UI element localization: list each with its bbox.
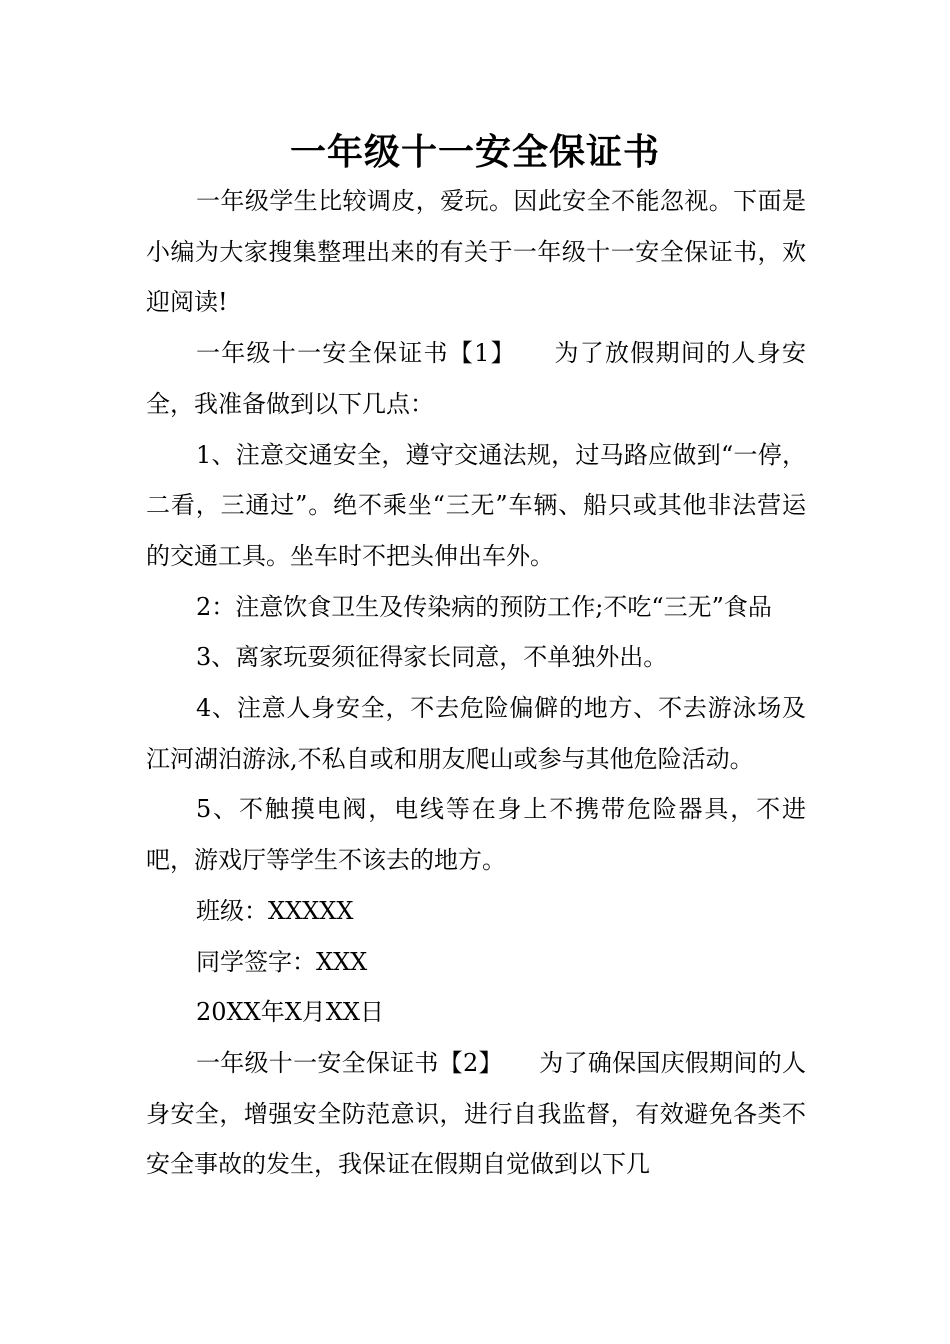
class-line: 班级：XXXXX <box>196 896 354 925</box>
rule-item-5: 5、不触摸电阀，电线等在身上不携带危险器具，不进吧，游戏厅等学生不该去的地方。 <box>146 795 806 875</box>
intro-paragraph: 一年级学生比较调皮，爱玩。因此安全不能忽视。下面是小编为大家搜集整理出来的有关于一年级十一安全保证书，欢迎阅读! <box>146 187 806 317</box>
rule-item-3: 3、离家玩耍须征得家长同意，不单独外出。 <box>196 643 668 672</box>
document-title: 一年级十一安全保证书 <box>289 132 660 173</box>
section-2-heading-paragraph: 一年级十一安全保证书【2】 为了确保国庆假期间的人身安全，增强安全防范意识，进行自我监督，有效避免各类不安全事故的发生，我保证在假期自觉做到以下几 <box>146 1048 806 1179</box>
date-line: 20XX年X月XX日 <box>196 998 384 1027</box>
rule-item-1: 1、注意交通安全，遵守交通法规，过马路应做到“一停，二看，三通过”。绝不乘坐“三无”车辆、船只或其他非法营运的交通工具。坐车时不把头伸出车外。 <box>146 440 806 570</box>
document-body <box>146 176 806 1190</box>
rule-item-2: 2：注意饮食卫生及传染病的预防工作;不吃“三无”食品 <box>196 592 772 621</box>
signature-line: 同学签字：XXX <box>196 947 368 976</box>
section-1-heading-paragraph: 一年级十一安全保证书【1】 为了放假期间的人身安全，我准备做到以下几点： <box>146 339 806 418</box>
rule-item-4: 4、注意人身安全，不去危险偏僻的地方、不去游泳场及江河湖泊游泳,不私自或和朋友爬山或参与其他危险活动。 <box>146 694 806 773</box>
